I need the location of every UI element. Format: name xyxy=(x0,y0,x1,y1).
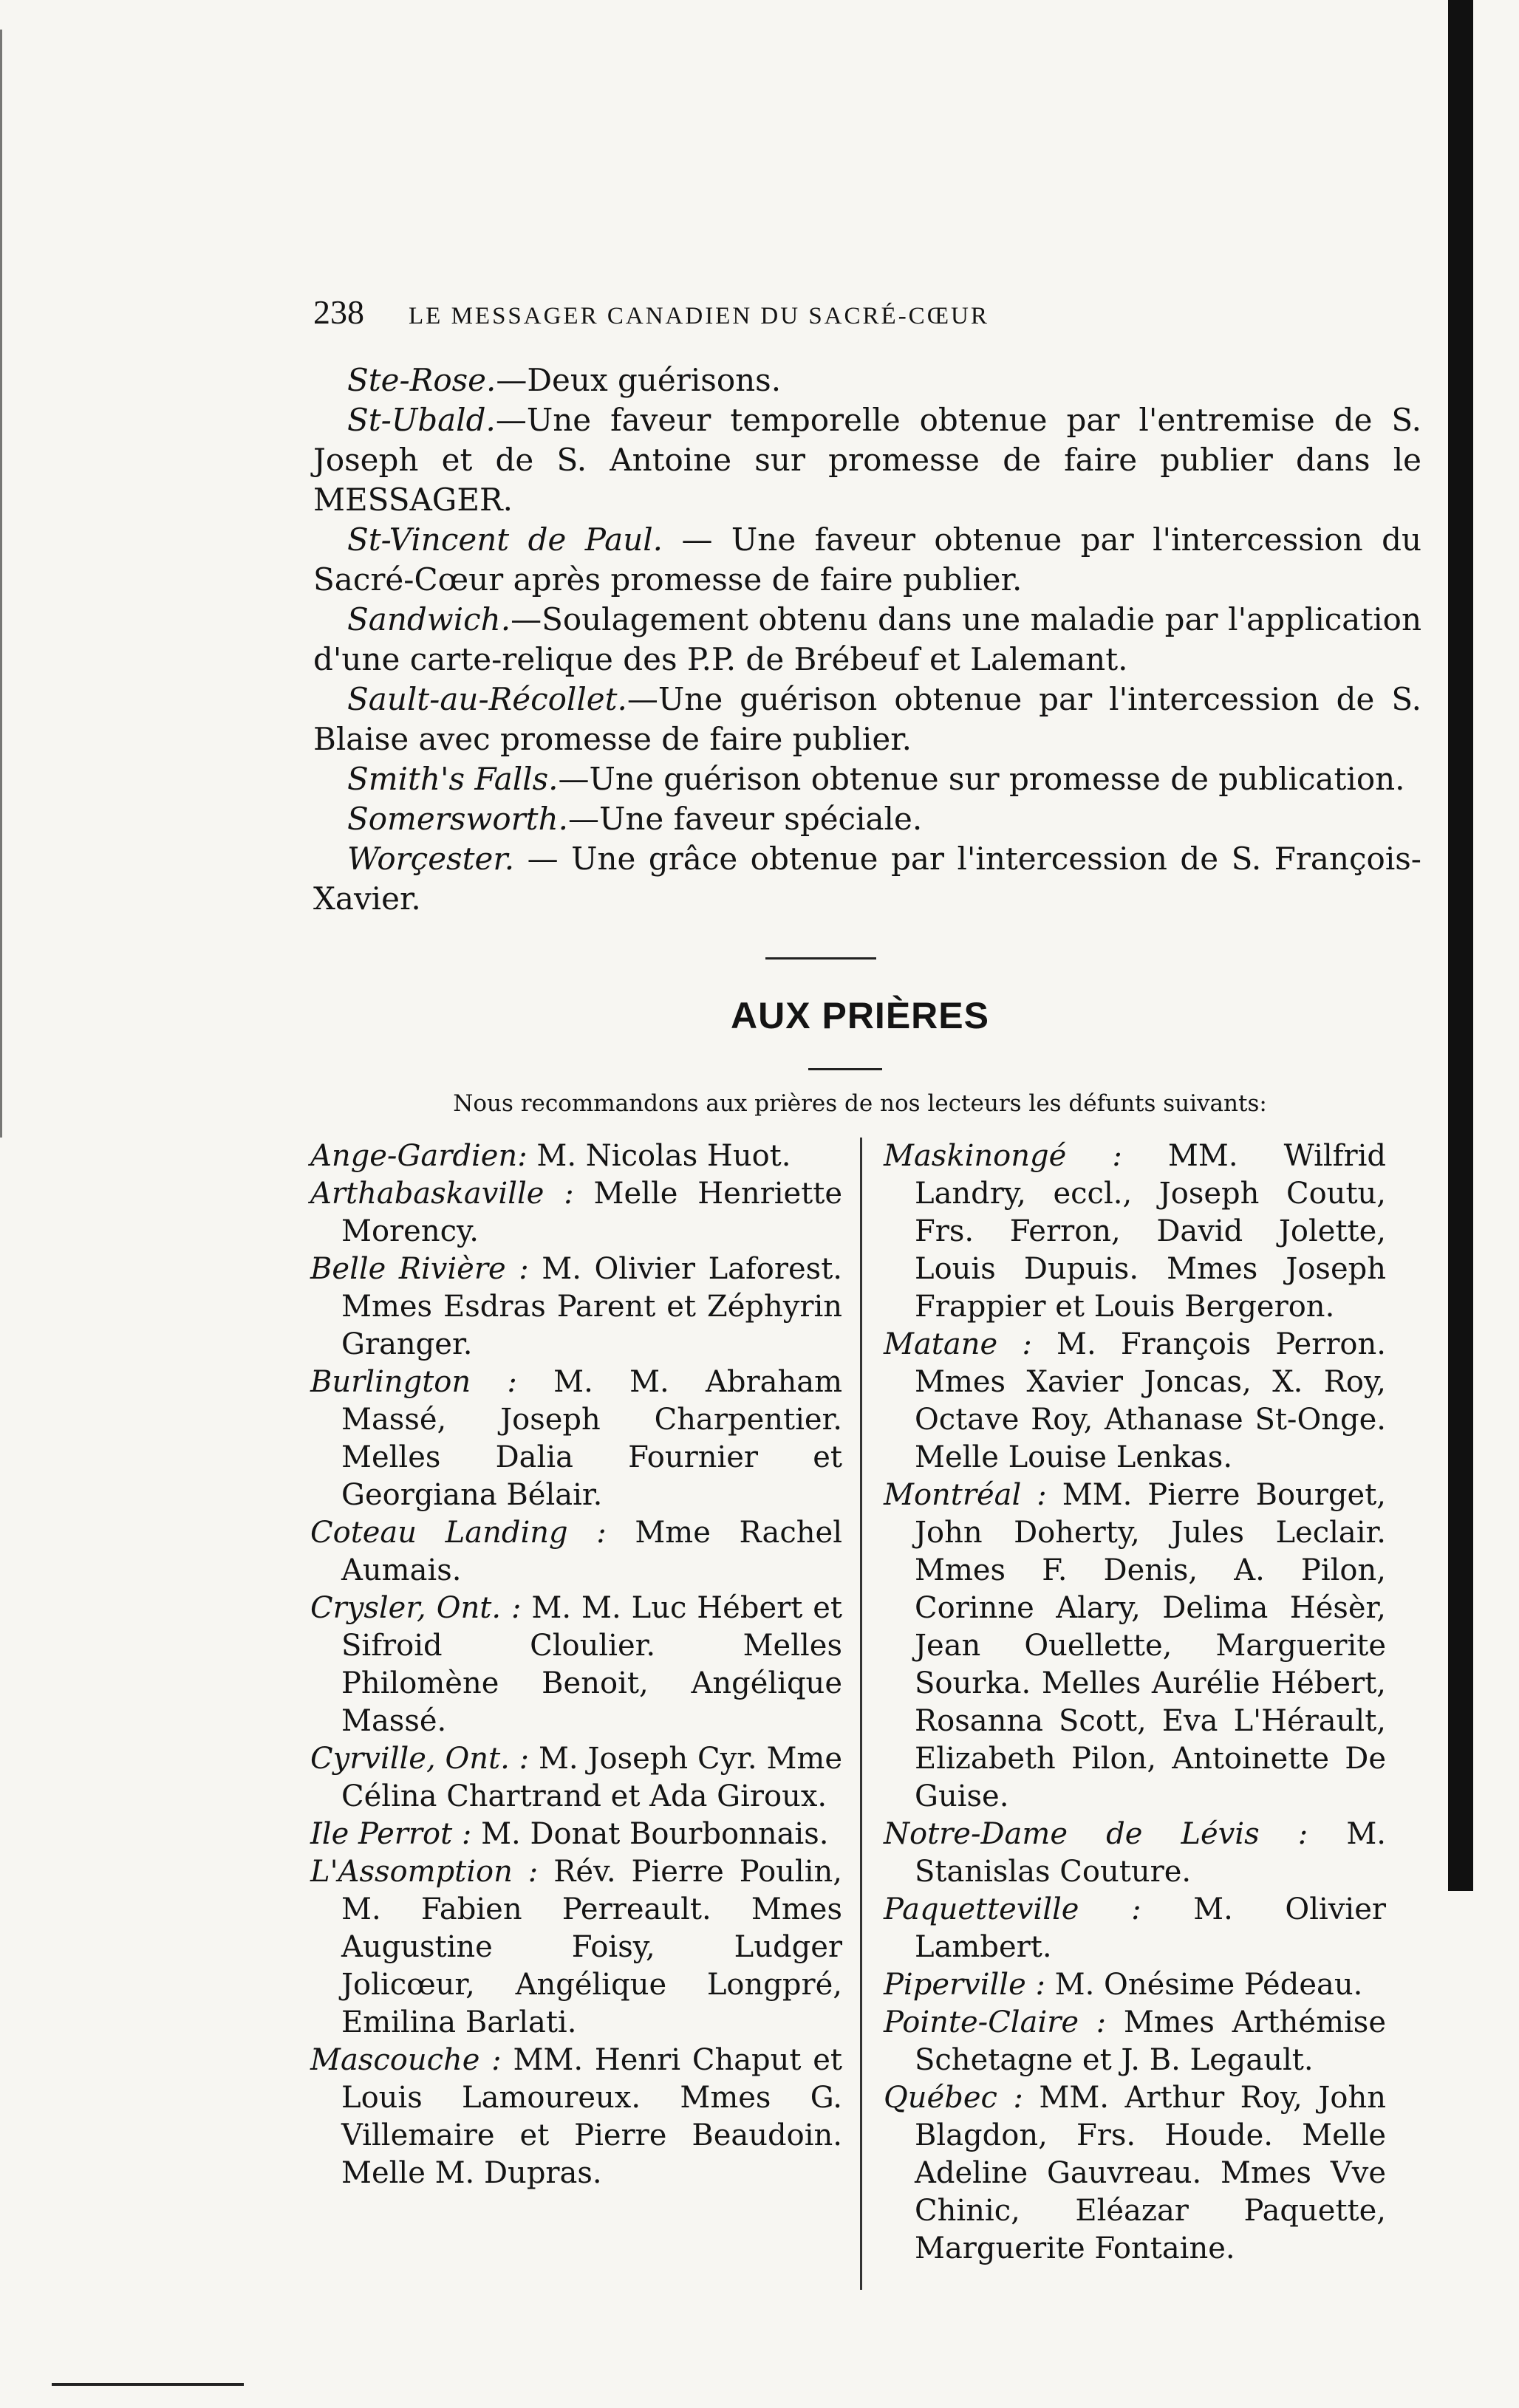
entry-text: —Une faveur temporelle obtenue par l'entremise de S. Joseph et de S. Antoine sur promesse de faire publier dans le MESSAGER. xyxy=(313,402,1421,518)
entry-place: Worçester. xyxy=(347,841,515,877)
column-divider xyxy=(860,1138,862,2290)
entry-text: Mmes Arthémise Schetagne et J. B. Legault. xyxy=(915,2005,1387,2077)
entry-text: MM. Pierre Bourget, John Doherty, Jules Leclair. Mmes F. Denis, A. Pilon, Corinne Alary, Delima Hésèr, Jean Ouellette, Marguerite Sourka. Melles Aurélie Hébert, Rosanna Scott, Eva L'Hérault, Elizabeth Pilon, Antoinette De Guise. xyxy=(915,1478,1386,1813)
entry-text: M. Olivier Laforest. Mmes Esdras Parent et Zéphyrin Granger. xyxy=(341,1252,842,1361)
deceased-entry xyxy=(310,1740,842,1816)
entry-place: St-Ubald. xyxy=(347,402,496,438)
entry-text: M. M. Luc Hébert et Sifroid Cloulier. Melles Philomène Benoit, Angélique Massé. xyxy=(341,1591,843,1738)
deceased-entry xyxy=(884,2004,1386,2079)
deceased-entry xyxy=(884,1891,1386,1966)
entry-place: Québec : xyxy=(884,2081,1023,2115)
deceased-entry xyxy=(884,1326,1386,1477)
entry-text: MM. Arthur Roy, John Blagdon, Frs. Houde. Melle Adeline Gauvreau. Mmes Vve Chinic, Eléazar Paquette, Marguerite Fontaine. xyxy=(915,2081,1386,2265)
entry-place: Ange-Gardien: xyxy=(310,1139,528,1173)
deceased-entry xyxy=(310,1138,842,1175)
entry xyxy=(313,839,1421,919)
section-intro: Nous recommandons aux prières de nos lecteurs les défunts suivants: xyxy=(453,1090,1267,1117)
entry-text: Rév. Pierre Poulin, M. Fabien Perreault. Mmes Augustine Foisy, Ludger Jolicœur, Angélique Longpré, Emilina Barlati. xyxy=(341,1855,842,2039)
entry-place: Somersworth. xyxy=(347,801,568,837)
entry-text: M. François Perron. Mmes Xavier Joncas, X. Roy, Octave Roy, Athanase St-Onge. Melle Louise Lenkas. xyxy=(915,1327,1386,1474)
entry-place: Arthabaskaville : xyxy=(310,1177,574,1211)
entry xyxy=(313,759,1421,799)
entry-text: —Une faveur spéciale. xyxy=(567,801,923,837)
deceased-entry xyxy=(310,1853,842,2042)
deceased-entry xyxy=(310,1175,842,1251)
deceased-entry xyxy=(884,1966,1386,2004)
entry-text: —Une guérison obtenue sur promesse de publication. xyxy=(558,761,1405,797)
deceased-entry xyxy=(884,2079,1386,2268)
entry-text: Mme Rachel Aumais. xyxy=(341,1516,843,1587)
entry-place: Maskinongé : xyxy=(884,1139,1122,1173)
entry-text: M. Olivier Lambert. xyxy=(915,1892,1386,1964)
entry-place: Burlington : xyxy=(310,1365,517,1399)
entry-place: St-Vincent de Paul. xyxy=(347,521,663,558)
entry-place: Sandwich. xyxy=(347,601,511,637)
entry-place: Smith's Falls. xyxy=(347,761,559,797)
entry-text: —Deux guérisons. xyxy=(496,362,782,398)
entry-place: Belle Rivière : xyxy=(310,1252,529,1286)
entry-place: Pointe-Claire : xyxy=(884,2005,1107,2039)
deceased-entry xyxy=(310,1251,842,1364)
entry-place: Paquetteville : xyxy=(884,1892,1141,1926)
deceased-entry xyxy=(310,1816,842,1853)
entry-place: Matane : xyxy=(884,1327,1032,1361)
entry-place: Sault-au-Récollet. xyxy=(347,681,627,717)
scan-right-edge-bar xyxy=(1448,0,1473,1891)
page-header xyxy=(313,293,1362,337)
entry-text: M. M. Abraham Massé, Joseph Charpentier. Melles Dalia Fournier et Georgiana Bélair. xyxy=(341,1365,842,1512)
entry-place: Piperville : xyxy=(884,1968,1045,2002)
left-column xyxy=(310,1138,842,2192)
entry-text: M. Onésime Pédeau. xyxy=(1045,1968,1363,2002)
deceased-entry xyxy=(310,2042,842,2192)
entry xyxy=(313,360,1421,400)
entry xyxy=(313,400,1421,520)
entry-place: Crysler, Ont. : xyxy=(310,1591,522,1625)
section-title: AUX PRIÈRES xyxy=(731,995,989,1036)
entry-place: Ile Perrot : xyxy=(310,1817,472,1851)
title-underline xyxy=(808,1068,882,1070)
entry xyxy=(313,520,1421,600)
entry-place: Ste-Rose. xyxy=(347,362,496,398)
entry-place: Montréal : xyxy=(884,1478,1047,1512)
deceased-entry xyxy=(310,1364,842,1514)
entry-place: Notre-Dame de Lévis : xyxy=(884,1817,1308,1851)
entry-text: —Soulagement obtenu dans une maladie par l'application d'une carte-relique des P.P. de Brébeuf et Lalemant. xyxy=(313,601,1421,677)
entry-place: Mascouche : xyxy=(310,2043,502,2077)
right-column xyxy=(884,1138,1386,2268)
bottom-edge-rule xyxy=(52,2383,244,2386)
entry xyxy=(313,600,1421,680)
deceased-entry xyxy=(884,1477,1386,1816)
deceased-entry xyxy=(310,1514,842,1590)
entry-text: MM. Henri Chaput et Louis Lamoureux. Mmes G. Villemaire et Pierre Beaudoin. Melle M. Dupras. xyxy=(341,2043,843,2190)
deceased-entry xyxy=(884,1816,1386,1891)
entry-text: —Une guérison obtenue par l'intercession de S. Blaise avec promesse de faire publier. xyxy=(313,681,1421,757)
favour-entries xyxy=(313,360,1421,919)
scan-edge-specks xyxy=(0,30,30,1138)
entry-text: M. Donat Bourbonnais. xyxy=(471,1817,829,1851)
running-title: LE MESSAGER CANADIEN DU SACRÉ-CŒUR xyxy=(409,303,989,329)
entry xyxy=(313,799,1421,839)
entry-text: M. Nicolas Huot. xyxy=(527,1139,791,1173)
entry-place: Coteau Landing : xyxy=(310,1516,607,1550)
section-divider xyxy=(765,957,876,960)
entry-text: M. Joseph Cyr. Mme Célina Chartrand et Ada Giroux. xyxy=(341,1742,843,1813)
entry-text: — Une faveur obtenue par l'intercession du Sacré-Cœur après promesse de faire publier. xyxy=(313,521,1422,598)
deceased-entry xyxy=(310,1590,842,1740)
entry-text: M. Stanislas Couture. xyxy=(915,1817,1386,1889)
deceased-entry xyxy=(884,1138,1386,1326)
entry-place: Cyrville, Ont. : xyxy=(310,1742,530,1776)
entry-text: MM. Wilfrid Landry, eccl., Joseph Coutu, Frs. Ferron, David Jolette, Louis Dupuis. Mmes Joseph Frappier et Louis Bergeron. xyxy=(915,1139,1386,1324)
page-number: 238 xyxy=(313,293,364,331)
entry xyxy=(313,680,1421,759)
entry-place: L'Assomption : xyxy=(310,1855,539,1889)
entry-text: — Une grâce obtenue par l'intercession de S. François-Xavier. xyxy=(313,841,1421,917)
entry-text: Melle Henriette Morency. xyxy=(341,1177,842,1248)
